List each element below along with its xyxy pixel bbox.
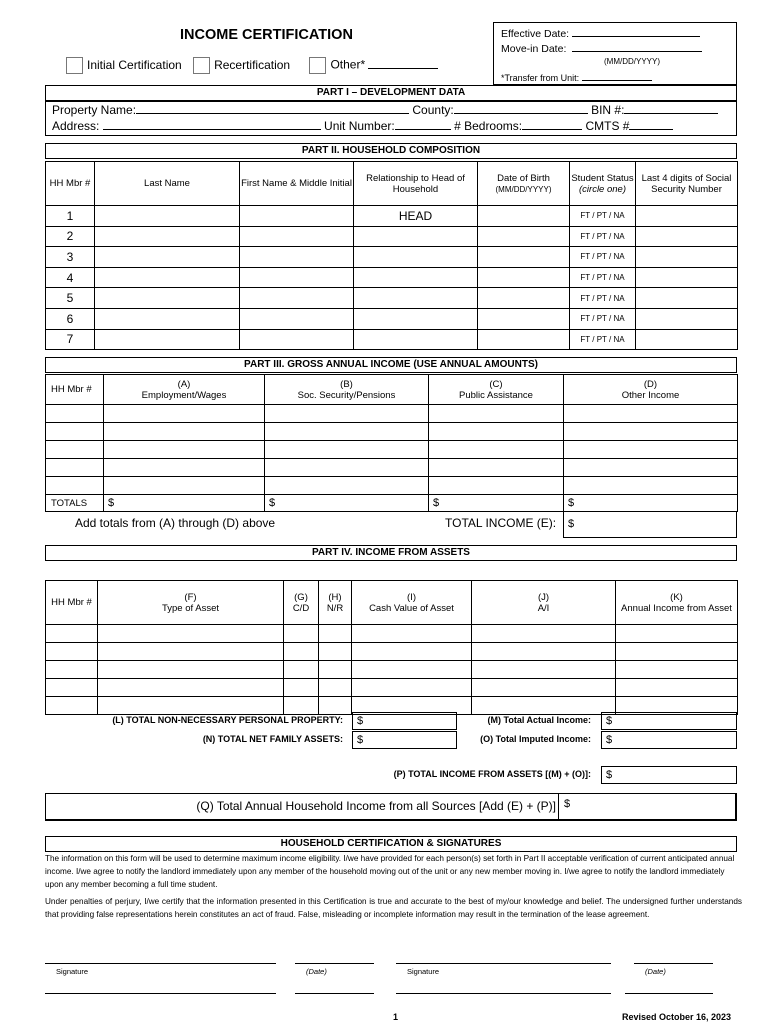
income-cell[interactable] bbox=[429, 441, 564, 459]
total-q-divider bbox=[558, 794, 559, 819]
income-cell[interactable] bbox=[564, 441, 738, 459]
dob-cell[interactable] bbox=[478, 288, 570, 309]
table-row bbox=[46, 308, 738, 329]
hh-member-number: 3 bbox=[46, 247, 95, 268]
student-status-cell[interactable]: FT / PT / NA bbox=[570, 267, 636, 288]
asset-cell[interactable] bbox=[319, 697, 352, 715]
asset-cell[interactable] bbox=[472, 661, 616, 679]
hh-cell[interactable] bbox=[46, 477, 104, 495]
total-q-field[interactable]: $ bbox=[564, 798, 571, 810]
certification-paragraph-1: The information on this form will be used to determine maximum income eligibility. I/we have provided for each person(s) set forth in Part II acceptable verification of current anticipated annual income. I/we agree to notify the landlord immediately upon any member of the household moving out of the unit or any new member moving in. I/we agree to notify the landlord immediately upon any member becoming a full time student. bbox=[45, 854, 735, 889]
totals-row bbox=[46, 495, 738, 512]
date-line-4[interactable] bbox=[625, 993, 713, 994]
last-name-cell[interactable] bbox=[95, 267, 240, 288]
transfer-unit-field[interactable] bbox=[582, 70, 652, 81]
relationship-header: Relationship to Head of Household bbox=[354, 162, 478, 206]
first-name-header: First Name & Middle Initial bbox=[240, 162, 354, 206]
student-status-header: Student Status (circle one) bbox=[570, 162, 636, 206]
income-cell[interactable] bbox=[564, 459, 738, 477]
table-row bbox=[46, 459, 738, 477]
relationship-cell[interactable] bbox=[354, 288, 478, 309]
asset-cell[interactable] bbox=[616, 661, 738, 679]
asset-cell[interactable] bbox=[98, 661, 284, 679]
unit-number-field[interactable] bbox=[395, 119, 451, 130]
first-name-cell[interactable] bbox=[240, 247, 354, 268]
last-name-cell[interactable] bbox=[95, 288, 240, 309]
dob-cell[interactable] bbox=[478, 226, 570, 247]
total-n-field[interactable]: $ bbox=[352, 731, 457, 749]
asset-cell[interactable] bbox=[98, 643, 284, 661]
bedrooms-label: # Bedrooms: bbox=[454, 119, 523, 133]
asset-cell[interactable] bbox=[284, 643, 319, 661]
effective-date-field[interactable] bbox=[572, 26, 700, 37]
total-l-field[interactable]: $ bbox=[352, 712, 457, 730]
income-cell[interactable] bbox=[265, 459, 429, 477]
first-name-cell[interactable] bbox=[240, 308, 354, 329]
asset-cell[interactable] bbox=[284, 625, 319, 643]
signature-label: Signature bbox=[56, 967, 89, 976]
total-p-label: (P) TOTAL INCOME FROM ASSETS [(M) + (O)]: bbox=[393, 769, 591, 779]
income-cell[interactable] bbox=[104, 405, 265, 423]
hh-member-number: 5 bbox=[46, 288, 95, 309]
asset-cell[interactable] bbox=[284, 661, 319, 679]
property-name-field[interactable] bbox=[136, 103, 409, 114]
ai-header: (J) A/I bbox=[472, 581, 616, 625]
total-q-label: (Q) Total Annual Household Income from all Sources [Add (E) + (P)] bbox=[196, 799, 556, 813]
student-status-cell[interactable]: FT / PT / NA bbox=[570, 288, 636, 309]
dob-cell[interactable] bbox=[478, 206, 570, 227]
table-row bbox=[46, 247, 738, 268]
employment-header: (A) Employment/Wages bbox=[104, 375, 265, 405]
certification-heading: HOUSEHOLD CERTIFICATION & SIGNATURES bbox=[45, 836, 737, 852]
ssn-cell[interactable] bbox=[636, 308, 738, 329]
first-name-cell[interactable] bbox=[240, 288, 354, 309]
income-cell[interactable] bbox=[104, 477, 265, 495]
ssn-cell[interactable] bbox=[636, 226, 738, 247]
date-line-3[interactable] bbox=[295, 993, 374, 994]
recertification-checkbox[interactable] bbox=[193, 57, 210, 74]
public-assistance-header: (C) Public Assistance bbox=[429, 375, 564, 405]
table-row bbox=[46, 226, 738, 247]
other-field[interactable] bbox=[368, 58, 438, 69]
asset-cell[interactable] bbox=[46, 661, 98, 679]
dob-header: Date of Birth (MM/DD/YYYY) bbox=[478, 162, 570, 206]
total-m-label: (M) Total Actual Income: bbox=[487, 715, 591, 725]
total-n-label: (N) TOTAL NET FAMILY ASSETS: bbox=[202, 734, 343, 744]
bedrooms-field[interactable] bbox=[522, 119, 582, 130]
table-row bbox=[46, 206, 738, 227]
annual-income-header: (K) Annual Income from Asset bbox=[616, 581, 738, 625]
income-cell[interactable] bbox=[104, 441, 265, 459]
date-label: (Date) bbox=[645, 967, 666, 976]
total-income-field[interactable]: $ bbox=[563, 511, 737, 538]
county-label: County: bbox=[412, 103, 454, 117]
asset-cell[interactable] bbox=[352, 661, 472, 679]
bin-label: BIN #: bbox=[591, 103, 625, 117]
table-row bbox=[46, 267, 738, 288]
asset-cell[interactable] bbox=[472, 679, 616, 697]
income-from-assets-table bbox=[45, 580, 738, 715]
dob-cell[interactable] bbox=[478, 267, 570, 288]
cmts-field[interactable] bbox=[629, 119, 673, 130]
bin-field[interactable] bbox=[624, 103, 718, 114]
part2-heading: PART II. HOUSEHOLD COMPOSITION bbox=[45, 143, 737, 159]
total-l-label: (L) TOTAL NON-NECESSARY PERSONAL PROPERTY: bbox=[112, 715, 343, 725]
dob-cell[interactable] bbox=[478, 247, 570, 268]
table-row bbox=[46, 477, 738, 495]
page-number: 1 bbox=[393, 1012, 399, 1022]
move-in-date-label: Move-in Date: bbox=[501, 43, 567, 55]
address-label: Address: bbox=[52, 119, 100, 133]
dates-box bbox=[493, 22, 737, 85]
other-label: Other* bbox=[330, 57, 366, 72]
last-name-cell[interactable] bbox=[95, 206, 240, 227]
table-row bbox=[46, 441, 738, 459]
dob-cell[interactable] bbox=[478, 308, 570, 329]
county-field[interactable] bbox=[454, 103, 588, 114]
form-title: INCOME CERTIFICATION bbox=[180, 27, 353, 43]
income-cell[interactable] bbox=[265, 405, 429, 423]
asset-cell[interactable] bbox=[616, 625, 738, 643]
date-line-2[interactable] bbox=[634, 963, 713, 976]
income-cell[interactable] bbox=[564, 477, 738, 495]
student-status-cell[interactable]: FT / PT / NA bbox=[570, 247, 636, 268]
income-cell[interactable] bbox=[104, 423, 265, 441]
first-name-cell[interactable] bbox=[240, 267, 354, 288]
move-in-date-field[interactable] bbox=[572, 41, 702, 52]
last-name-header: Last Name bbox=[95, 162, 240, 206]
table-row bbox=[46, 288, 738, 309]
last-name-cell[interactable] bbox=[95, 226, 240, 247]
revised-date: Revised October 16, 2023 bbox=[622, 1012, 732, 1022]
cash-value-header: (I) Cash Value of Asset bbox=[352, 581, 472, 625]
asset-cell[interactable] bbox=[472, 625, 616, 643]
nr-header: (H) N/R bbox=[319, 581, 352, 625]
address-field[interactable] bbox=[103, 119, 321, 130]
signature-line-1[interactable] bbox=[45, 963, 276, 976]
student-status-cell[interactable]: FT / PT / NA bbox=[570, 308, 636, 329]
part4-heading: PART IV. INCOME FROM ASSETS bbox=[45, 545, 737, 561]
ssn-cell[interactable] bbox=[636, 329, 738, 350]
income-cell[interactable] bbox=[564, 405, 738, 423]
certification-paragraph-2: Under penalties of perjury, I/we certify that the information presented in this Certification is true and accurate to the best of my/our knowledge and belief. The undersigned further understands that providing false representations herein constitutes an act of fraud. False, misleading or incomplete information may result in the termination of the lease agreement. bbox=[45, 897, 742, 919]
relationship-cell[interactable] bbox=[354, 247, 478, 268]
table-row bbox=[46, 625, 738, 643]
household-composition-table bbox=[45, 161, 738, 350]
signature-line-3[interactable] bbox=[45, 993, 276, 994]
asset-cell[interactable] bbox=[319, 661, 352, 679]
total-q-box bbox=[45, 793, 737, 821]
asset-cell[interactable] bbox=[46, 679, 98, 697]
hh-cell[interactable] bbox=[46, 459, 104, 477]
relationship-cell[interactable]: HEAD bbox=[354, 206, 478, 227]
table-row bbox=[46, 329, 738, 350]
other-checkbox[interactable] bbox=[309, 57, 326, 74]
signature-line-2[interactable] bbox=[396, 963, 611, 976]
asset-cell[interactable] bbox=[319, 679, 352, 697]
table-row bbox=[46, 679, 738, 697]
asset-cell[interactable] bbox=[472, 697, 616, 715]
asset-cell[interactable] bbox=[472, 643, 616, 661]
relationship-cell[interactable] bbox=[354, 267, 478, 288]
hh-member-header: HH Mbr # bbox=[46, 581, 98, 625]
table-row bbox=[46, 405, 738, 423]
total-o-label: (O) Total Imputed Income: bbox=[480, 734, 591, 744]
total-income-label: TOTAL INCOME (E): bbox=[445, 516, 557, 530]
last-name-cell[interactable] bbox=[95, 308, 240, 329]
date-format-hint: (MM/DD/YYYY) bbox=[604, 57, 660, 66]
total-b-field[interactable]: $ bbox=[265, 495, 429, 512]
hh-cell[interactable] bbox=[46, 423, 104, 441]
ssn-cell[interactable] bbox=[636, 267, 738, 288]
property-name-label: Property Name: bbox=[52, 103, 137, 117]
first-name-cell[interactable] bbox=[240, 329, 354, 350]
cd-header: (G) C/D bbox=[284, 581, 319, 625]
hh-member-header: HH Mbr # bbox=[46, 375, 104, 405]
hh-cell[interactable] bbox=[46, 405, 104, 423]
other-income-header: (D) Other Income bbox=[564, 375, 738, 405]
asset-cell[interactable] bbox=[284, 679, 319, 697]
income-cell[interactable] bbox=[265, 477, 429, 495]
signature-line-4[interactable] bbox=[396, 993, 611, 994]
asset-cell[interactable] bbox=[319, 625, 352, 643]
asset-cell[interactable] bbox=[616, 643, 738, 661]
income-cell[interactable] bbox=[429, 459, 564, 477]
initial-certification-label: Initial Certification bbox=[87, 57, 182, 72]
ssn-header: Last 4 digits of Social Security Number bbox=[636, 162, 738, 206]
date-label: (Date) bbox=[306, 967, 327, 976]
last-name-cell[interactable] bbox=[95, 329, 240, 350]
asset-cell[interactable] bbox=[352, 643, 472, 661]
relationship-cell[interactable] bbox=[354, 308, 478, 329]
ssn-cell[interactable] bbox=[636, 247, 738, 268]
asset-cell[interactable] bbox=[46, 643, 98, 661]
signature-label: Signature bbox=[407, 967, 440, 976]
student-status-cell[interactable]: FT / PT / NA bbox=[570, 206, 636, 227]
hh-member-number: 6 bbox=[46, 308, 95, 329]
income-cell[interactable] bbox=[429, 405, 564, 423]
table-row bbox=[46, 423, 738, 441]
table-row bbox=[46, 661, 738, 679]
total-a-field[interactable]: $ bbox=[104, 495, 265, 512]
totals-label: TOTALS bbox=[46, 495, 104, 512]
asset-cell[interactable] bbox=[616, 679, 738, 697]
part1-heading: PART I – DEVELOPMENT DATA bbox=[45, 85, 737, 101]
first-name-cell[interactable] bbox=[240, 226, 354, 247]
cmts-label: CMTS # bbox=[585, 119, 630, 133]
hh-cell[interactable] bbox=[46, 441, 104, 459]
asset-cell[interactable] bbox=[98, 697, 284, 715]
social-security-header: (B) Soc. Security/Pensions bbox=[265, 375, 429, 405]
ssn-cell[interactable] bbox=[636, 206, 738, 227]
total-d-field[interactable]: $ bbox=[564, 495, 738, 512]
hh-member-number: 1 bbox=[46, 206, 95, 227]
asset-cell[interactable] bbox=[319, 643, 352, 661]
recertification-label: Recertification bbox=[214, 57, 291, 72]
asset-cell[interactable] bbox=[98, 679, 284, 697]
hh-member-number: 7 bbox=[46, 329, 95, 350]
income-cell[interactable] bbox=[265, 441, 429, 459]
table-row bbox=[46, 643, 738, 661]
effective-date-label: Effective Date: bbox=[501, 28, 570, 40]
hh-member-header: HH Mbr # bbox=[46, 162, 95, 206]
income-cell[interactable] bbox=[429, 423, 564, 441]
add-totals-note: Add totals from (A) through (D) above bbox=[75, 516, 276, 530]
asset-cell[interactable] bbox=[46, 697, 98, 715]
ssn-cell[interactable] bbox=[636, 288, 738, 309]
income-cell[interactable] bbox=[429, 477, 564, 495]
student-status-cell[interactable]: FT / PT / NA bbox=[570, 329, 636, 350]
income-cell[interactable] bbox=[104, 459, 265, 477]
total-m-field[interactable]: $ bbox=[601, 712, 737, 730]
student-status-cell[interactable]: FT / PT / NA bbox=[570, 226, 636, 247]
total-p-field[interactable]: $ bbox=[601, 766, 737, 784]
total-c-field[interactable]: $ bbox=[429, 495, 564, 512]
total-o-field[interactable]: $ bbox=[601, 731, 737, 749]
initial-certification-checkbox[interactable] bbox=[66, 57, 83, 74]
income-cell[interactable] bbox=[265, 423, 429, 441]
unit-number-label: Unit Number: bbox=[324, 119, 395, 133]
last-name-cell[interactable] bbox=[95, 247, 240, 268]
asset-cell[interactable] bbox=[98, 625, 284, 643]
asset-cell[interactable] bbox=[352, 625, 472, 643]
asset-cell[interactable] bbox=[352, 679, 472, 697]
asset-cell[interactable] bbox=[284, 697, 319, 715]
certification-type-options bbox=[66, 57, 438, 74]
first-name-cell[interactable] bbox=[240, 206, 354, 227]
gross-income-table bbox=[45, 374, 738, 512]
hh-member-number: 4 bbox=[46, 267, 95, 288]
income-cell[interactable] bbox=[564, 423, 738, 441]
part3-heading: PART III. GROSS ANNUAL INCOME (USE ANNUAL AMOUNTS) bbox=[45, 357, 737, 373]
hh-member-number: 2 bbox=[46, 226, 95, 247]
relationship-cell[interactable] bbox=[354, 226, 478, 247]
dob-cell[interactable] bbox=[478, 329, 570, 350]
type-of-asset-header: (F) Type of Asset bbox=[98, 581, 284, 625]
date-line-1[interactable] bbox=[295, 963, 374, 976]
transfer-label: *Transfer from Unit: bbox=[501, 73, 580, 83]
asset-cell[interactable] bbox=[46, 625, 98, 643]
relationship-cell[interactable] bbox=[354, 329, 478, 350]
